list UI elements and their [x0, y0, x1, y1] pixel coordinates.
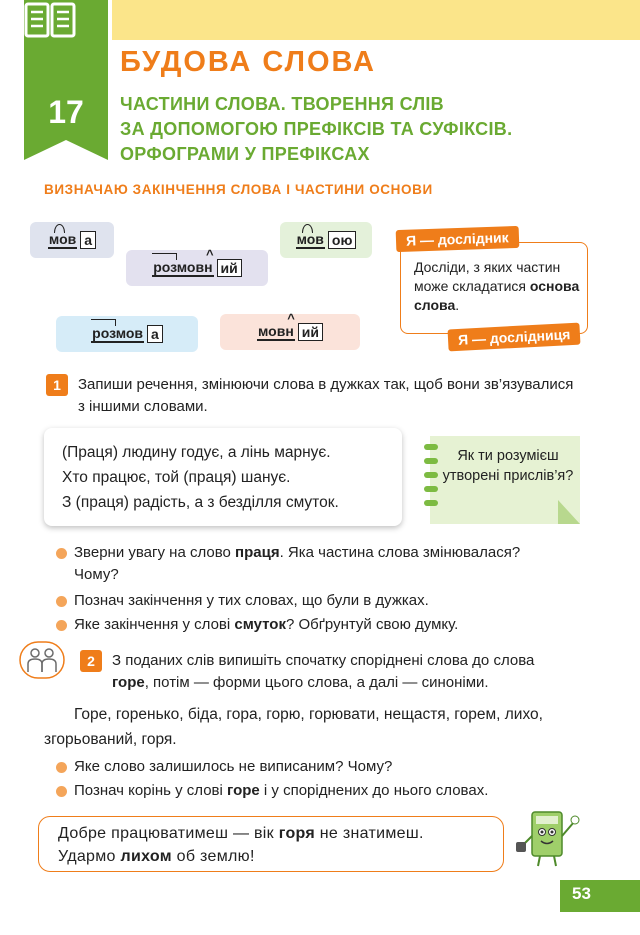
word-base: мовн ^: [257, 323, 295, 341]
word-base: розмов: [92, 325, 144, 341]
proverb-line: Хто працює, той (праця) шанує.: [62, 469, 291, 486]
researcher-text: Досліди, з яких частин може складатися основа слова.: [414, 259, 580, 313]
note-ring-icon: [424, 472, 438, 478]
word-base: розмовн ^: [152, 259, 213, 277]
word-ending: ий: [217, 259, 242, 277]
lesson-number: 17: [48, 94, 84, 130]
task-number: 1: [46, 374, 68, 396]
word-ending: ий: [298, 323, 323, 341]
task-number: 2: [80, 650, 102, 672]
note-ring-icon: [424, 458, 438, 464]
bullet-icon: [56, 762, 67, 773]
book-icon: [24, 0, 76, 40]
proverb-line: З (праця) радість, а з безділля смуток.: [62, 494, 339, 511]
task-text: Запиши речення, змінюючи слова в дужках так, щоб вони зв’язувалися з іншими словами.: [78, 376, 574, 415]
bullet-icon: [56, 786, 67, 797]
section-heading: ВИЗНАЧАЮ ЗАКІНЧЕННЯ СЛОВА І ЧАСТИНИ ОСНОВИ: [44, 182, 433, 197]
note-ring-icon: [424, 500, 438, 506]
word-chip: [56, 316, 198, 352]
word-chip: [30, 222, 114, 258]
bullet-icon: [56, 596, 67, 607]
saying-text: Добре працюватимеш — вік горя не знатимеш. Удармо лихом об землю!: [58, 825, 424, 865]
subtitle-line: ОРФОГРАМИ У ПРЕФІКСАХ: [120, 144, 370, 164]
word-base: мов: [48, 231, 77, 247]
bullet-item: Познач корінь у слові горе і у споріднених до нього словах.: [74, 782, 489, 799]
bullet-item: Яке закінчення у слові смуток? Обґрунтуй свою думку.: [74, 616, 459, 633]
top-band: [112, 0, 640, 40]
pair-work-icon: [18, 640, 66, 680]
researcher-tag: Я — дослідник: [396, 226, 519, 252]
lesson-subtitle: [120, 92, 512, 167]
bullet-item: Познач закінчення у тих словах, що були в дужках.: [74, 592, 429, 609]
bullet-icon: [56, 548, 67, 559]
word-chip: [280, 222, 372, 258]
proverb-list: [62, 440, 339, 515]
note-ring-icon: [424, 444, 438, 450]
word-base: мов: [296, 231, 324, 247]
subtitle-line: ЗА ДОПОМОГОЮ ПРЕФІКСІВ ТА СУФІКСІВ.: [120, 119, 513, 139]
page-number: 53: [572, 884, 591, 903]
bullet-item: Зверни увагу на слово праця. Яка частина слова змінювалася? Чому?: [74, 544, 521, 583]
word-ending: а: [147, 325, 163, 343]
subtitle-line: ЧАСТИНИ СЛОВА. ТВОРЕННЯ СЛІВ: [120, 94, 444, 114]
note-text: Як ти розумієш утворені прислів’я?: [442, 448, 574, 484]
book-character-icon: [514, 808, 584, 870]
word-chip: [126, 250, 268, 286]
word-ending: а: [80, 231, 96, 249]
word-chip: [220, 314, 360, 350]
researcher-tag-female: Я — дослідниця: [448, 323, 581, 352]
page-title: БУДОВА СЛОВА: [120, 46, 376, 78]
proverb-line: (Праця) людину годує, а лінь марнує.: [62, 444, 331, 461]
note-fold: [558, 500, 580, 524]
note-ring-icon: [424, 486, 438, 492]
bullet-item: Яке слово залишилось не виписаним? Чому?: [74, 758, 393, 775]
task-text: З поданих слів випишіть спочатку споріднені слова до слова горе, потім — форми цього слова, а далі — синоніми.: [112, 652, 535, 691]
lesson-bookmark: [24, 0, 108, 160]
word-ending: ою: [328, 231, 357, 249]
word-list: Горе, горенько, біда, гора, горю, горювати, нещастя, горем, лихо, згорьований, горя.: [44, 706, 543, 748]
bullet-icon: [56, 620, 67, 631]
